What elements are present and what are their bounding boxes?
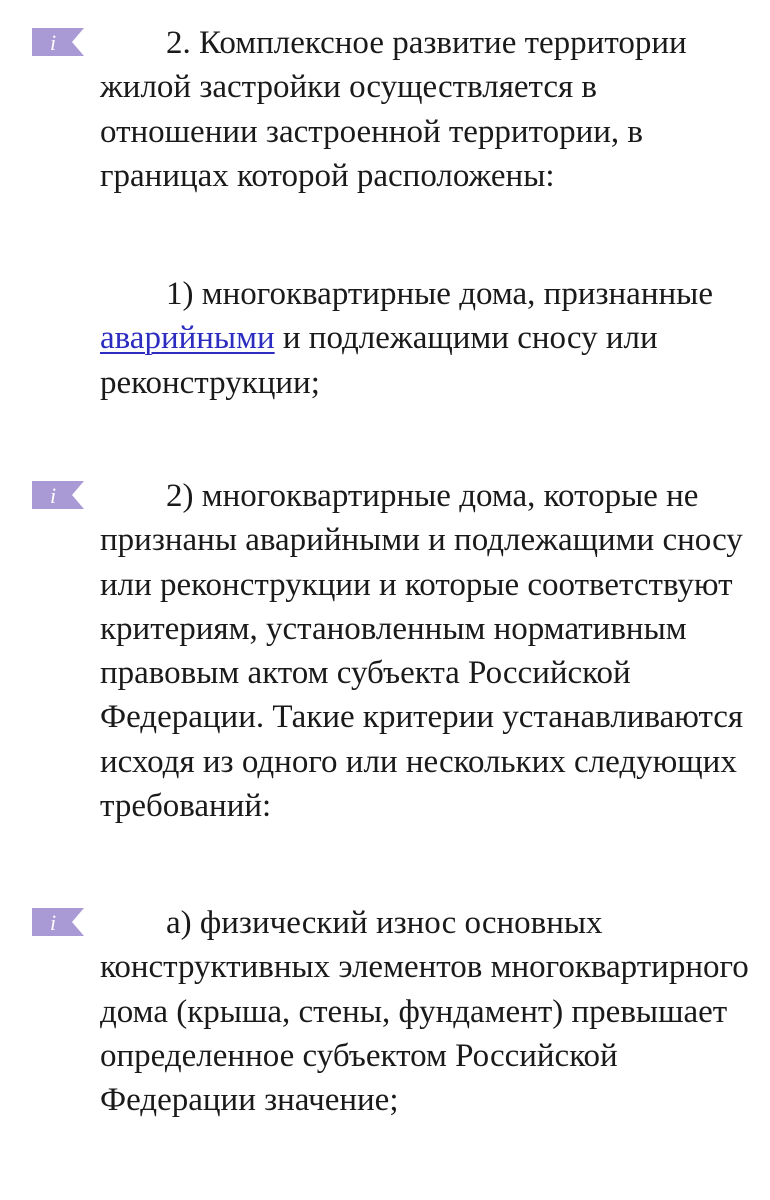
- emergency-housing-link[interactable]: аварийными: [100, 320, 275, 357]
- paragraph-text: и подлежащими сносу или реконструкции;: [100, 320, 658, 401]
- svg-text:i: i: [50, 910, 57, 935]
- paragraph-text: 1) многоквартирные дома, признанные: [166, 276, 713, 312]
- info-icon[interactable]: [30, 479, 86, 511]
- svg-text:i: i: [50, 483, 57, 508]
- svg-text:i: i: [50, 30, 57, 55]
- paragraph-subitem-2: 2) многоквартирные дома, которые не признаны аварийными и подлежащими сносу или реконструкции и которые соответствуют критериям, установленным нормативным правовым актом субъекта Российской Федерации. Такие критерии устанавливаются исходя из одного или нескольких следующих требований:: [100, 478, 744, 825]
- info-icon[interactable]: [30, 26, 86, 58]
- paragraph-subitem-a: а) физический износ основных конструктивных элементов многоквартирного дома (крыша, стены, фундамент) превышает определенное субъектом Российской Федерации значение;: [100, 905, 749, 1119]
- paragraph-item-2: 2. Комплексное развитие территории жилой застройки осуществляется в отношении застроенной территории, в границах которой расположены:: [100, 25, 687, 194]
- info-icon[interactable]: [30, 906, 86, 938]
- paragraph-subitem-1: [100, 272, 750, 405]
